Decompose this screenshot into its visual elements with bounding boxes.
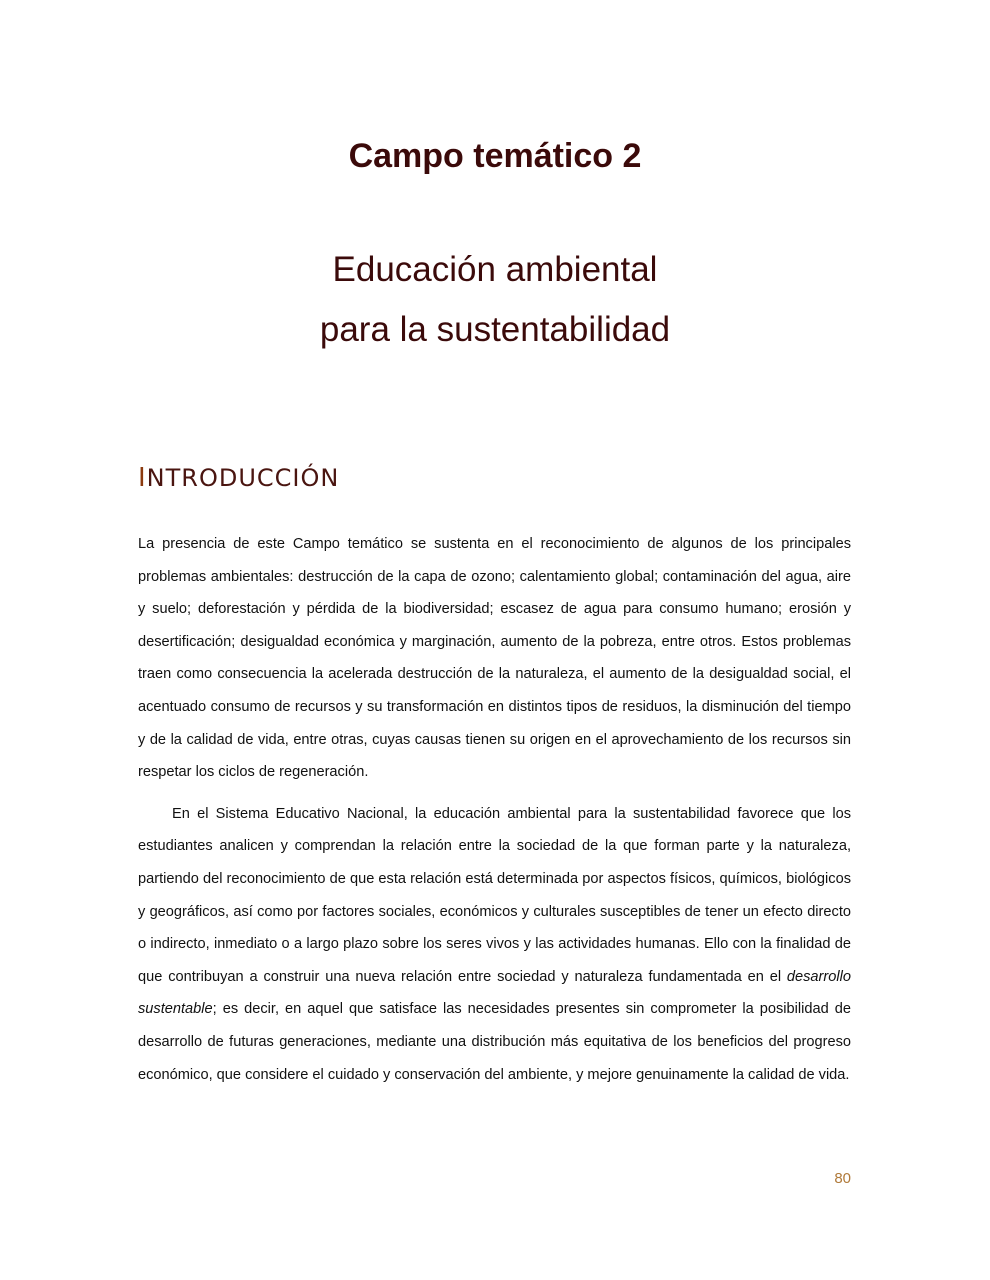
paragraph-2-italic: desarrollo sustentable: [138, 968, 851, 1018]
page-subtitle: [0, 240, 990, 360]
paragraph-1: La presencia de este Campo temático se sustenta en el reconocimiento de algunos de los principales problemas ambientales: destrucción de la capa de ozono; calentamiento global; contaminación del agua, aire y suelo; deforestación y pérdida de la biodiversidad; escasez de agua para consumo humano; erosión y desertificación; desigualdad económica y marginación, aumento de la pobreza, entre otros. Estos problemas traen como consecuencia la acelerada destrucción de la naturaleza, el aumento de la desigualdad social, el acentuado consumo de recursos y su transformación en distintos tipos de residuos, la disminución del tiempo y de la calidad de vida, entre otras, cuyas causas tienen su origen en el aprovechamiento de los recursos sin respetar los ciclos de regeneración.: [138, 536, 851, 781]
subtitle-line-1: Educación ambiental: [332, 250, 658, 289]
body-text: [138, 528, 851, 1091]
page-number: 80: [834, 1170, 851, 1187]
paragraph-2-part-2: ; es decir, en aquel que satisface las necesidades presentes sin comprometer la posibilidad de desarrollo de futuras generaciones, mediante una distribución más equitativa de los beneficios del progreso económico, que considere el cuidado y conservación del ambiente, y mejore genuinamente la calidad de vida.: [138, 1001, 851, 1083]
section-heading-initial: I: [138, 463, 147, 493]
paragraph-2-part-1: En el Sistema Educativo Nacional, la educación ambiental para la sustentabilidad favorece que los estudiantes analicen y comprendan la relación entre la sociedad de la que forman parte y la naturaleza, partiendo del reconocimiento de que esta relación está determinada por aspectos físicos, químicos, biológicos y geográficos, así como por factores sociales, económicos y culturales susceptibles de tener un efecto directo o indirecto, inmediato o a largo plazo sobre los seres vivos y las actividades humanas. Ello con la finalidad de que contribuyan a construir una nueva relación entre sociedad y naturaleza fundamentada en el: [138, 805, 851, 985]
paragraph-2: [138, 798, 851, 1091]
section-heading: [138, 462, 339, 494]
section-heading-rest: NTRODUCCIÓN: [146, 464, 340, 492]
page-title: Campo temático 2: [348, 137, 642, 175]
subtitle-line-2: para la sustentabilidad: [319, 310, 671, 349]
